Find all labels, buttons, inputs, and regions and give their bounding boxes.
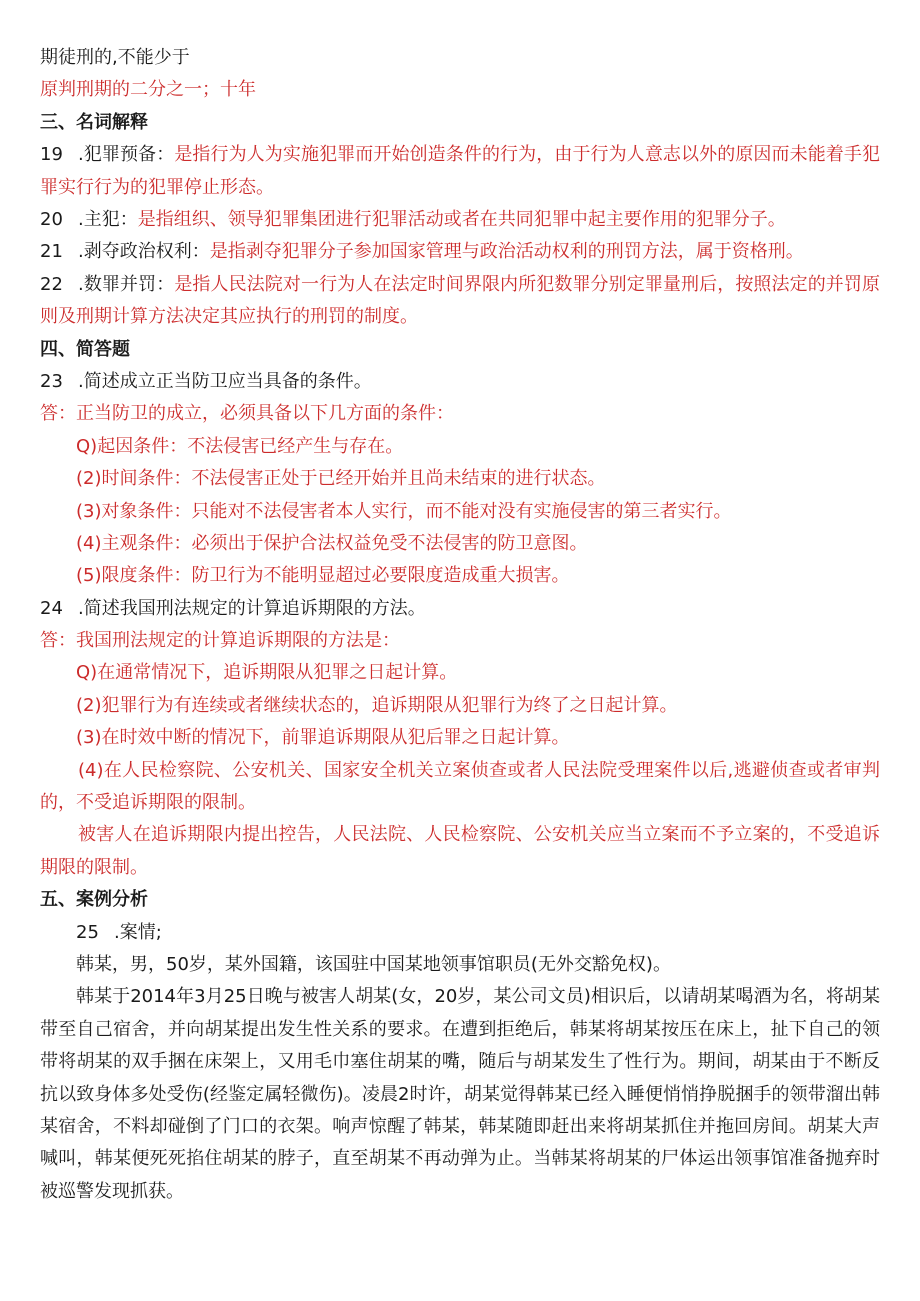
question-24 — [40, 593, 880, 625]
answer-23-item: (5)限度条件：防卫行为不能明显超过必要限度造成重大损害。 — [76, 565, 570, 587]
term-19 — [40, 139, 880, 204]
question-text: .案情; — [114, 921, 162, 943]
answer-24-item: (4)在人民检察院、公安机关、国家安全机关立案侦查或者人民法院受理案件以后,逃避侦查或者审判的，不受追诉期限的限制。 — [40, 759, 880, 814]
question-25 — [40, 917, 880, 949]
answer-24-item: Q)在通常情况下，追诉期限从犯罪之日起计算。 — [76, 662, 458, 684]
question-number: 22 — [40, 273, 63, 295]
term-definition: 是指组织、领导犯罪集团进行犯罪活动或者在共同犯罪中起主要作用的犯罪分子。 — [137, 208, 786, 230]
term-definition: 是指人民法院对一行为人在法定时间界限内所犯数罪分别定罪量刑后，按照法定的并罚原则及刑期计算方法决定其应执行的刑罚的制度。 — [40, 273, 880, 328]
question-number: 23 — [40, 370, 63, 392]
answer-24-paragraph: 被害人在追诉期限内提出控告，人民法院、人民检察院、公安机关应当立案而不予立案的，不受追诉期限的限制。 — [40, 824, 880, 878]
section-heading-short-answer: 四、简答题 — [40, 338, 130, 360]
question-23 — [40, 366, 880, 398]
answer-24-intro: 答：我国刑法规定的计算追诉期限的方法是： — [40, 630, 400, 652]
answer-24-item: (3)在时效中断的情况下，前罪追诉期限从犯后罪之日起计算。 — [76, 727, 570, 749]
answer-24-item: (2)犯罪行为有连续或者继续状态的，追诉期限从犯罪行为终了之日起计算。 — [76, 694, 678, 716]
answer-23-item: (2)时间条件：不法侵害正处于已经开始并且尚未结束的进行状态。 — [76, 468, 606, 490]
answer-line: 原判刑期的二分之一；十年 — [40, 79, 256, 101]
question-number: 25 — [76, 921, 99, 943]
case-paragraph: 韩某于2014年3月25日晚与被害人胡某(女，20岁，某公司文员)相识后，以请胡某喝酒为名，将胡某带至自己宿舍，并向胡某提出发生性关系的要求。在遭到拒绝后，韩某将胡某按压在床上，扯下自己的领带将胡某的双手捆在床架上，又用毛巾塞住胡某的嘴，随后与胡某发生了性行为。期间，胡某由于不断反抗以致身体多处受伤(经鉴定属轻微伤)。凌晨2时许，胡某觉得韩某已经入睡便悄悄挣脱捆手的领带溜出韩某宿舍，不料却碰倒了门口的衣架。响声惊醒了韩某，韩某随即赶出来将胡某抓住并拖回房间。胡某大声喊叫，韩某便死死掐住胡某的脖子，直至胡某不再动弹为止。当韩某将胡某的尸体运出领事馆准备抛弃时被巡警发现抓获。 — [40, 986, 880, 1202]
term-definition: 是指行为人为实施犯罪而开始创造条件的行为，由于行为人意志以外的原因而未能着手犯罪实行行为的犯罪停止形态。 — [40, 144, 880, 198]
term-20 — [40, 204, 880, 236]
text-line: 期徒刑的,不能少于 — [40, 47, 190, 68]
answer-23-item: Q)起因条件：不法侵害已经产生与存在。 — [76, 435, 404, 457]
section-heading-case: 五、案例分析 — [40, 889, 148, 911]
question-number: 21 — [40, 241, 63, 263]
answer-23-item: (4)主观条件：必须出于保护合法权益免受不法侵害的防卫意图。 — [76, 532, 588, 554]
answer-23-item: (3)对象条件：只能对不法侵害者本人实行，而不能对没有实施侵害的第三者实行。 — [76, 500, 732, 522]
term-label: .数罪并罚： — [78, 273, 175, 295]
answer-23-intro: 答：正当防卫的成立，必须具备以下几方面的条件： — [40, 403, 454, 425]
term-definition: 是指剥夺犯罪分子参加国家管理与政治活动权利的刑罚方法，属于资格刑。 — [209, 241, 804, 263]
term-label: .剥夺政治权利： — [78, 241, 210, 263]
question-text: .简述我国刑法规定的计算追诉期限的方法。 — [78, 597, 426, 619]
question-number: 19 — [40, 144, 63, 166]
case-paragraph: 韩某，男，50岁，某外国籍，该国驻中国某地领事馆职员(无外交豁免权)。 — [76, 954, 671, 976]
question-number: 20 — [40, 208, 63, 230]
question-number: 24 — [40, 597, 63, 619]
term-22 — [40, 269, 880, 334]
term-label: .主犯： — [78, 208, 138, 230]
section-heading-terms: 三、名词解释 — [40, 111, 148, 133]
term-21 — [40, 236, 880, 268]
term-label: .犯罪预备： — [78, 144, 175, 166]
question-text: .简述成立正当防卫应当具备的条件。 — [78, 370, 372, 392]
